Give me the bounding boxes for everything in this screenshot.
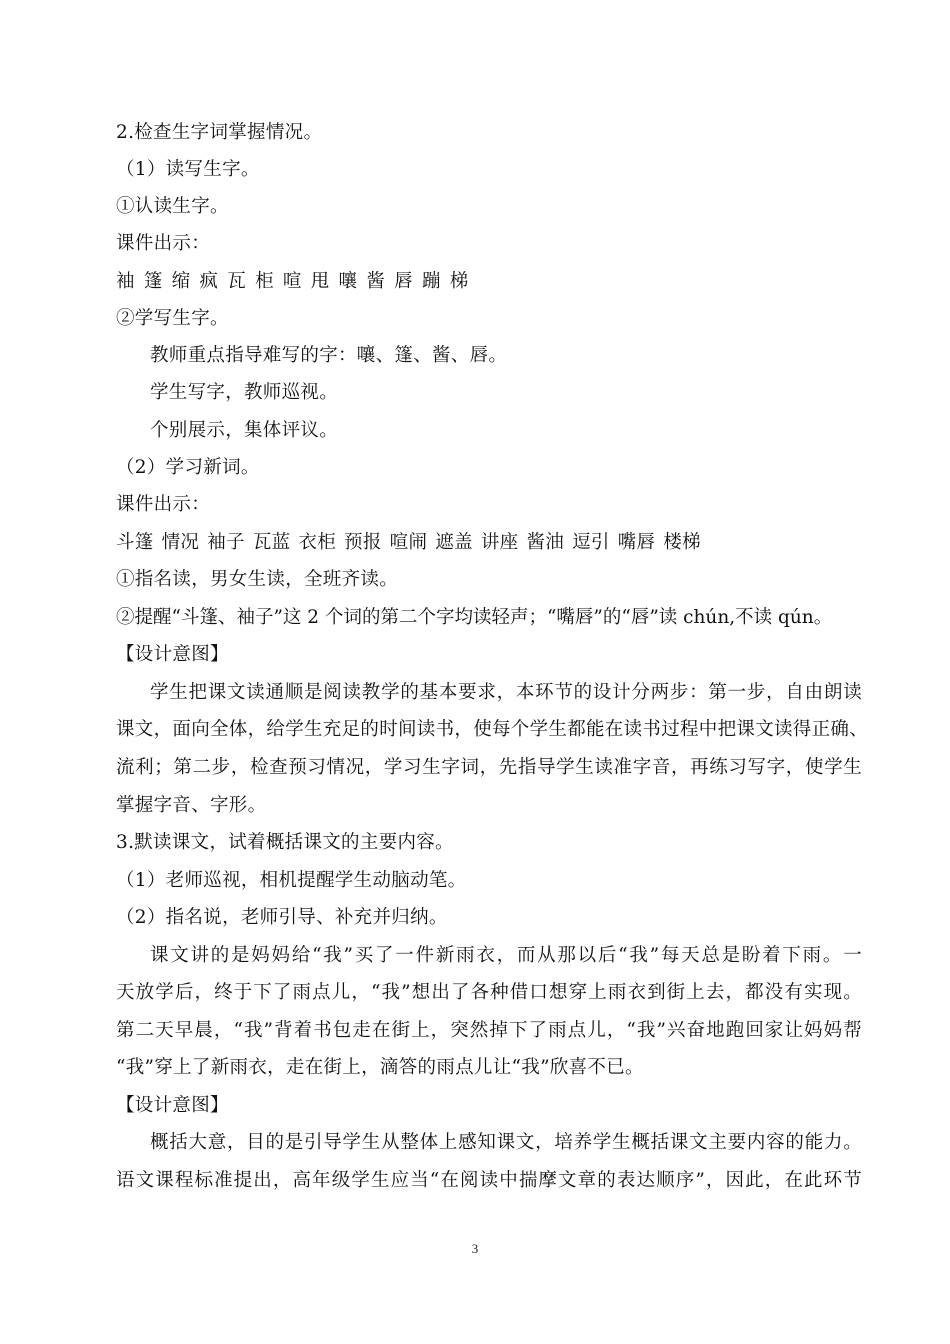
word: 逗引 — [572, 532, 610, 553]
design-intent-heading: 【设计意图】 — [116, 1095, 229, 1116]
word: 预报 — [344, 532, 382, 553]
word: 楼梯 — [663, 532, 701, 553]
sub-item-1: （1）读写生字。 — [116, 159, 260, 180]
word: 遮盖 — [435, 532, 473, 553]
word: 嘴唇 — [617, 532, 656, 553]
courseware-label-1: 课件出示： — [116, 233, 211, 254]
sub-item-1: （1）老师巡视，相机提醒学生动脑动笔。 — [116, 870, 467, 891]
word: 瓦蓝 — [252, 532, 291, 553]
page-number: 3 — [471, 1241, 479, 1256]
word: 讲座 — [480, 532, 519, 553]
word: 斗篷 — [116, 532, 154, 553]
paragraph-line: 第二天早晨，“我”背着书包走在街上，突然掉下了雨点儿，“我”兴奋地跑回家让妈妈帮 — [116, 1020, 862, 1041]
word: 酱油 — [526, 532, 565, 553]
step-2-heading: 2.检查生字词掌握情况。 — [116, 122, 323, 143]
character: 喧 — [282, 271, 302, 292]
sub-item-2: （2）指名说，老师引导、补充并归纳。 — [116, 907, 448, 928]
word: 衣柜 — [298, 532, 337, 553]
courseware-label-2: 课件出示： — [116, 494, 211, 515]
character: 柜 — [255, 271, 274, 292]
character: 酱 — [366, 271, 386, 292]
design-intent-heading: 【设计意图】 — [116, 644, 229, 665]
paragraph-line: 个别展示，集体评议。 — [150, 420, 339, 441]
paragraph-line: 天放学后，终于下了雨点儿，“我”想出了各种借口想穿上雨衣到街上去，都没有实现。 — [116, 982, 862, 1003]
character: 嚷 — [338, 271, 358, 292]
word: 袖子 — [207, 532, 245, 553]
character: 蹦 — [421, 271, 441, 292]
paragraph-line: 学生把课文读通顺是阅读教学的基本要求，本环节的设计分两步：第一步，自由朗读 — [150, 682, 862, 703]
character: 疯 — [199, 271, 219, 292]
character: 篷 — [143, 271, 163, 292]
character: 甩 — [310, 271, 330, 292]
item-recognize: ①认读生字。 — [116, 196, 229, 217]
item-pronunciation-note: ②提醒“斗篷、袖子”这 2 个词的第二个字均读轻声；“嘴唇”的“唇”读 chún,不读 qún。 — [116, 607, 833, 628]
character: 缩 — [171, 271, 191, 292]
paragraph-line: 课文，面向全体，给学生充足的时间读书，使每个学生都能在读书过程中把课文读得正确、 — [116, 719, 869, 740]
item-read-aloud: ①指名读，男女生读，全班齐读。 — [116, 569, 399, 590]
paragraph-line: 掌握字音、字形。 — [116, 795, 267, 816]
paragraph-line: 流利；第二步，检查预习情况，学习生字词，先指导学生读准字音，再练习写字，使学生 — [116, 757, 862, 778]
paragraph-line: 教师重点指导难写的字：嚷、篷、酱、唇。 — [150, 345, 508, 366]
character-list — [116, 269, 862, 295]
item-write: ②学写生字。 — [116, 308, 229, 329]
step-3-heading: 3.默读课文，试着概括课文的主要内容。 — [116, 832, 454, 853]
paragraph-line: 学生写字，教师巡视。 — [150, 382, 339, 403]
word: 喧闹 — [389, 532, 428, 553]
character: 瓦 — [227, 271, 247, 292]
word-list — [116, 530, 862, 556]
paragraph-line: 概括大意，目的是引导学生从整体上感知课文，培养学生概括课文主要内容的能力。 — [150, 1132, 862, 1153]
word: 情况 — [161, 532, 200, 553]
sub-item-2: （2）学习新词。 — [116, 457, 260, 478]
paragraph-line: “我”穿上了新雨衣，走在街上，滴答的雨点儿让“我”欣喜不已。 — [116, 1057, 644, 1078]
character: 唇 — [394, 271, 413, 292]
character: 袖 — [116, 271, 135, 292]
character: 梯 — [449, 271, 469, 292]
paragraph-line: 课文讲的是妈妈给“我”买了一件新雨衣，而从那以后“我”每天总是盼着下雨。一 — [150, 945, 862, 966]
paragraph-line: 语文课程标准提出，高年级学生应当“在阅读中揣摩文章的表达顺序”，因此，在此环节 — [116, 1170, 862, 1191]
